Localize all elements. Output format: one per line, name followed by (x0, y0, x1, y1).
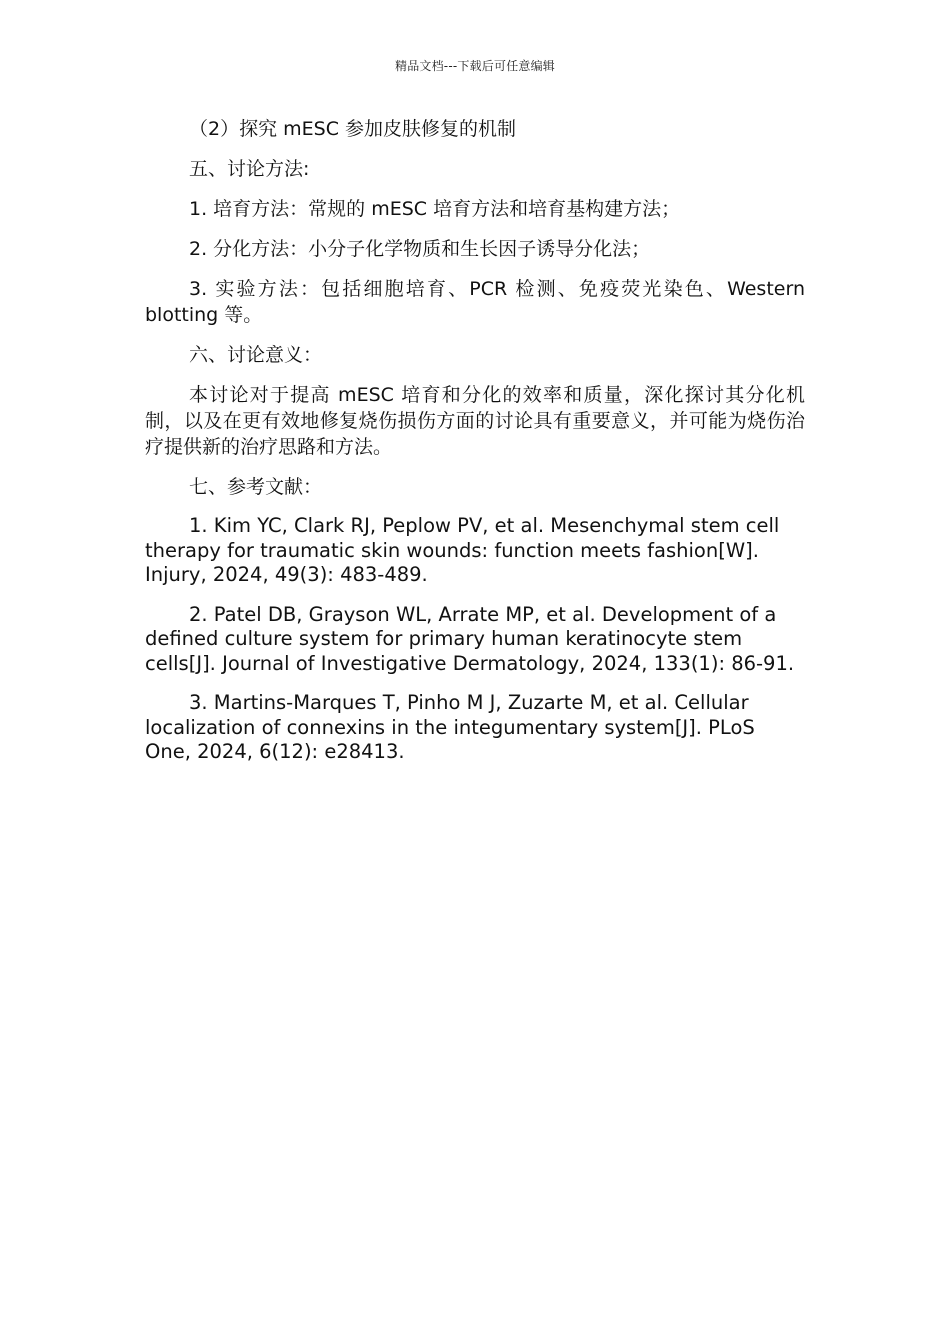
document-body (145, 116, 805, 780)
section-heading-methods: 五、讨论方法: (189, 158, 310, 180)
paragraph-significance: 本讨论对于提高 mESC 培育和分化的效率和质量，深化探讨其分化机制，以及在更有效地修复烧伤损伤方面的讨论具有重要意义，并可能为烧伤治疗提供新的治疗思路和方法。 (145, 384, 805, 458)
reference-item: 1. Kim YC, Clark RJ, Peplow PV, et al. Mesenchymal stem cell therapy for traumatic skin wounds: function meets fashion[W]. Injury, 2024, 49(3): 483-489. (145, 514, 780, 586)
reference-item: 3. Martins-Marques T, Pinho M J, Zuzarte M, et al. Cellular localization of connexins in the integumentary system[J]. PLoS One, 2024, 6(12): e28413. (145, 691, 755, 763)
page-header: 精品文档---下载后可任意编辑 (395, 59, 555, 73)
reference-item: 2. Patel DB, Grayson WL, Arrate MP, et al. Development of a defined culture system for primary human keratinocyte stem cells[J]. Journal of Investigative Dermatology, 2024, 133(1): 86-91. (145, 602, 795, 675)
paragraph-culture-method: 1. 培育方法：常规的 mESC 培育方法和培育基构建方法； (189, 198, 681, 220)
paragraph-research-mechanism: （2）探究 mESC 参加皮肤修复的机制 (189, 118, 517, 140)
paragraph-differentiation-method: 2. 分化方法：小分子化学物质和生长因子诱导分化法； (189, 238, 651, 260)
paragraph-experiment-method: 3. 实验方法：包括细胞培育、PCR 检测、免疫荧光染色、Western blotting 等。 (145, 278, 805, 326)
section-heading-references: 七、参考文献： (189, 476, 323, 498)
section-heading-significance: 六、讨论意义： (189, 344, 323, 366)
